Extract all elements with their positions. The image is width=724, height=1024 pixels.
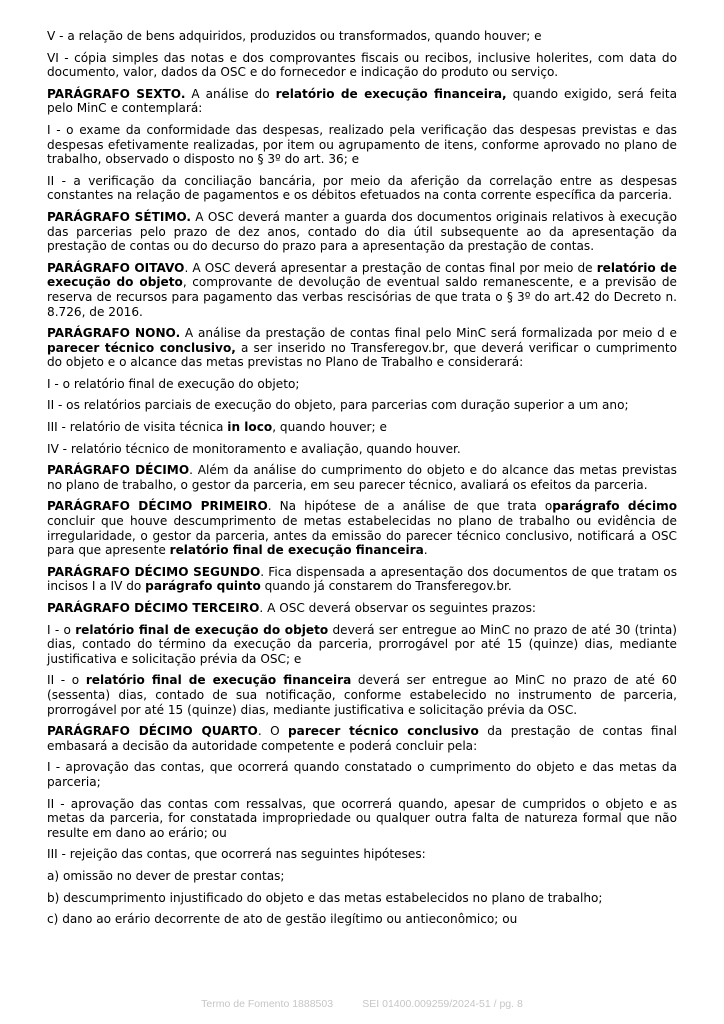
text-run: . A OSC deverá apresentar a prestação de contas final por meio de bbox=[184, 260, 597, 275]
page-footer bbox=[0, 998, 724, 1010]
text-run: quando exigido, será feita pelo MinC e contemplará: bbox=[47, 86, 677, 116]
paragraph bbox=[47, 29, 677, 44]
text-run: A OSC deverá manter a guarda dos documentos originais relativos à execução das parcerias pelo prazo de dez anos, contado do dia útil subsequente ao da apresentação da prestação de contas ou do decurso do prazo para a apresentação da prestação de contas. bbox=[47, 209, 677, 254]
bold-text-run: parágrafo quinto bbox=[145, 579, 261, 594]
paragraph bbox=[47, 623, 677, 667]
bold-text-run: relatório de execução financeira, bbox=[275, 86, 507, 101]
text-run: III - rejeição das contas, que ocorrerá nas seguintes hipóteses: bbox=[47, 847, 426, 862]
paragraph bbox=[47, 673, 677, 717]
paragraph bbox=[47, 87, 677, 116]
bold-text-run: PARÁGRAFO SÉTIMO. bbox=[47, 209, 191, 224]
paragraph bbox=[47, 326, 677, 370]
text-run: I - o relatório final de execução do objeto; bbox=[47, 376, 300, 391]
text-run: . O bbox=[257, 724, 289, 739]
paragraph bbox=[47, 398, 677, 413]
bold-text-run: PARÁGRAFO DÉCIMO QUARTO bbox=[47, 724, 258, 739]
text-run: b) descumprimento injustificado do objeto e das metas estabelecidos no plano de trabalho; bbox=[47, 890, 603, 905]
bold-text-run: parágrafo décimo bbox=[552, 499, 678, 514]
text-run: II - a verificação da conciliação bancária, por meio da aferição da correlação entre as despesas constantes na relação de pagamentos e os débitos efetuados na conta corrente específica da parceria. bbox=[47, 173, 677, 203]
paragraph bbox=[47, 442, 677, 457]
text-run: I - o exame da conformidade das despesas, realizado pela verificação das despesas previstas e das despesas efetivamente realizadas, por item ou agrupamento de itens, conforme aprovado no plano de trabalho, observado o disposto no § 3º do art. 36; e bbox=[47, 122, 677, 167]
footer-document-reference: Termo de Fomento 1888503 bbox=[201, 998, 334, 1010]
text-run: . Na hipótese de a análise de que trata o bbox=[267, 499, 553, 514]
text-run: I - aprovação das contas, que ocorrerá quando constatado o cumprimento do objeto e das metas da parceria; bbox=[47, 760, 677, 789]
paragraph bbox=[47, 565, 677, 594]
paragraph bbox=[47, 210, 677, 254]
text-run: IV - relatório técnico de monitoramento e avaliação, quando houver. bbox=[47, 441, 461, 456]
text-run: II - aprovação das contas com ressalvas, que ocorrerá quando, apesar de cumpridos o objeto e as metas da parceria, for constatada impropriedade ou qualquer outra falta de natureza formal que não resulte em dano ao erário; ou bbox=[47, 796, 677, 840]
text-run: VI - cópia simples das notas e dos comprovantes fiscais ou recibos, inclusive holerites, com data do documento, valor, dados da OSC e do fornecedor e indicação do produto ou serviço. bbox=[47, 50, 677, 80]
text-run: II - os relatórios parciais de execução do objeto, para parcerias com duração superior a um ano; bbox=[47, 398, 629, 413]
text-run: c) dano ao erário decorrente de ato de gestão ilegítimo ou antieconômico; ou bbox=[47, 912, 518, 927]
bold-text-run: parecer técnico conclusivo bbox=[288, 724, 479, 739]
text-run: a ser inserido no Transferegov.br, que deverá verificar o cumprimento do objeto e o alcance das metas previstas no Plano de Trabalho e considerará: bbox=[47, 340, 677, 370]
paragraph bbox=[47, 847, 677, 862]
paragraph bbox=[47, 912, 677, 927]
text-run: V - a relação de bens adquiridos, produzidos ou transformados, quando houver; e bbox=[47, 29, 542, 43]
paragraph bbox=[47, 123, 677, 167]
paragraph bbox=[47, 51, 677, 80]
text-run: deverá ser entregue ao MinC no prazo de até 60 (sessenta) dias, contado de sua notificação, conforme estabelecido no instrumento de parceria, prorrogável por até 15 (quinze) dias, mediante justificativa e solicitação prévia da OSC. bbox=[47, 673, 677, 717]
text-run: da prestação de contas final embasará a decisão da autoridade competente e poderá concluir pela: bbox=[47, 724, 677, 753]
text-run: A análise da prestação de contas final pelo MinC será formalizada por meio d e bbox=[180, 326, 677, 341]
bold-text-run: relatório final de execução financeira bbox=[169, 543, 424, 558]
text-run: deverá ser entregue ao MinC no prazo de até 30 (trinta) dias, contado do término da execução da parceria, prorrogável por até 15 (quinze) dias, mediante justificativa e solicitação prévia da OSC; e bbox=[47, 622, 677, 666]
text-run: II - o bbox=[47, 673, 86, 688]
paragraph bbox=[47, 420, 677, 435]
bold-text-run: PARÁGRAFO DÉCIMO PRIMEIRO bbox=[47, 499, 268, 514]
paragraph bbox=[47, 869, 677, 884]
paragraph bbox=[47, 724, 677, 753]
paragraph bbox=[47, 463, 677, 492]
paragraph bbox=[47, 797, 677, 841]
bold-text-run: relatório de execução do objeto bbox=[47, 260, 677, 290]
text-run: , quando houver; e bbox=[272, 420, 387, 435]
bold-text-run: parecer técnico conclusivo, bbox=[47, 340, 236, 355]
text-run: . Fica dispensada a apresentação dos documentos de que tratam os incisos I a IV do bbox=[47, 564, 677, 594]
bold-text-run: PARÁGRAFO OITAVO bbox=[47, 260, 185, 275]
paragraph bbox=[47, 891, 677, 906]
paragraph bbox=[47, 377, 677, 392]
footer-sei-reference: SEI 01400.009259/2024-51 / pg. 8 bbox=[362, 998, 523, 1010]
text-run: a) omissão no dever de prestar contas; bbox=[47, 868, 285, 883]
bold-text-run: PARÁGRAFO DÉCIMO TERCEIRO bbox=[47, 601, 260, 615]
text-run: A análise do bbox=[185, 86, 276, 101]
document-body bbox=[47, 29, 677, 934]
text-run: , comprovante de devolução de eventual saldo remanescente, e a previsão de reserva de recursos para pagamento das verbas rescisórias de que trata o § 3º do art.42 do Decreto n. 8.726, de 2016. bbox=[47, 275, 677, 319]
text-run: concluir que houve descumprimento de metas estabelecidas no plano de trabalho ou evidência de irregularidade, o gestor da parceria, antes da emissão do parecer técnico conclusivo, notificará a OSC para que apresente bbox=[47, 514, 677, 558]
text-run: . Além da análise do cumprimento do objeto e do alcance das metas previstas no plano de trabalho, o gestor da parceria, em seu parecer técnico, avaliará os efeitos da parceria. bbox=[47, 463, 677, 492]
text-run: . bbox=[423, 543, 428, 558]
text-run: quando já constarem do Transferegov.br. bbox=[260, 579, 512, 594]
bold-text-run: PARÁGRAFO SEXTO. bbox=[47, 86, 186, 101]
paragraph bbox=[47, 174, 677, 203]
bold-text-run: relatório final de execução financeira bbox=[85, 673, 352, 688]
bold-text-run: PARÁGRAFO DÉCIMO bbox=[47, 463, 190, 478]
text-run: I - o bbox=[47, 622, 76, 637]
paragraph bbox=[47, 601, 677, 616]
paragraph bbox=[47, 499, 677, 557]
text-run: III - relatório de visita técnica bbox=[47, 420, 228, 435]
bold-text-run: in loco bbox=[227, 420, 273, 435]
bold-text-run: PARÁGRAFO NONO. bbox=[47, 326, 181, 341]
bold-text-run: PARÁGRAFO DÉCIMO SEGUNDO bbox=[47, 564, 261, 579]
bold-text-run: relatório final de execução do objeto bbox=[75, 622, 329, 637]
paragraph bbox=[47, 261, 677, 319]
text-run: . A OSC deverá observar os seguintes prazos: bbox=[259, 601, 536, 615]
paragraph bbox=[47, 760, 677, 789]
